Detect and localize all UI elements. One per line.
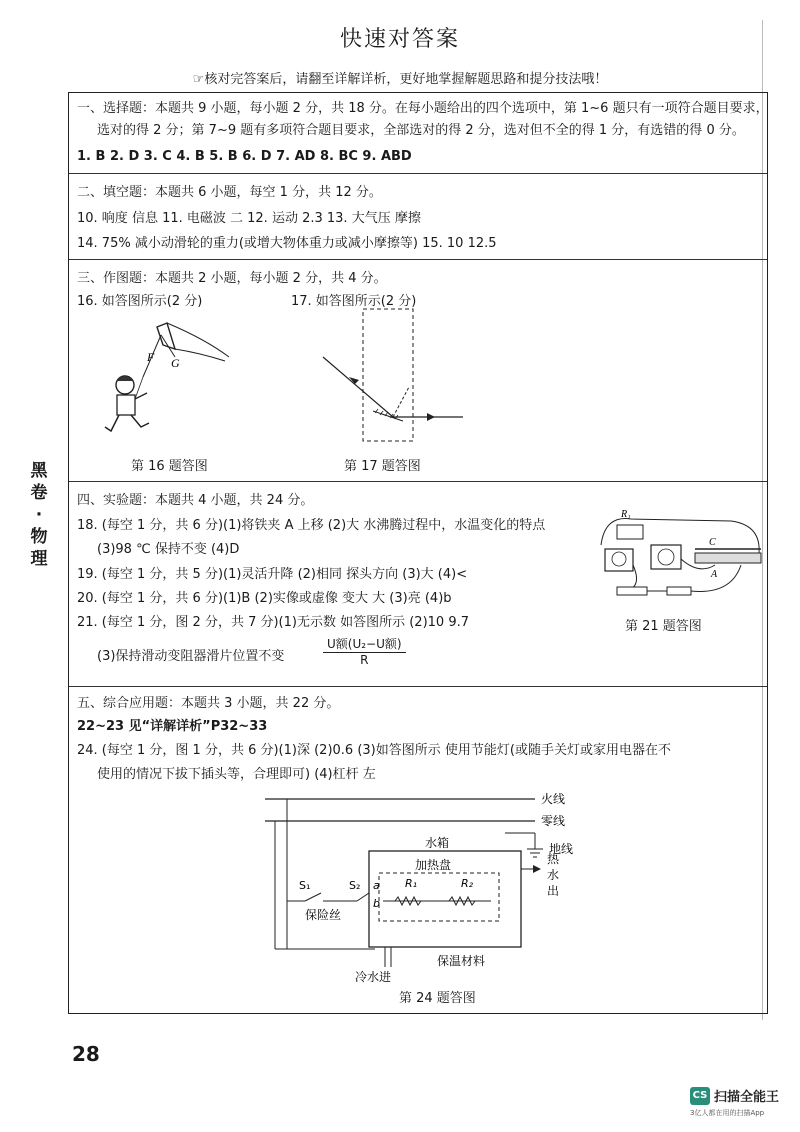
scanner-watermark — [690, 1086, 779, 1105]
tank-label: 水箱 — [425, 836, 450, 850]
q24-line2: 使用的情况下拔下插头等，合理即可) (4)杠杆 左 — [97, 767, 376, 782]
insulation-label: 保温材料 — [437, 954, 486, 968]
formula — [323, 635, 406, 667]
answer-frame — [68, 92, 768, 1014]
page-number: 28 — [72, 1042, 100, 1066]
page-title: 快速对答案 — [339, 27, 460, 52]
divider — [69, 259, 767, 260]
figure-21-circuit — [591, 505, 767, 609]
earth-wire-label: 地线 — [549, 842, 574, 856]
live-wire-label: 火线 — [541, 792, 566, 806]
figure-24-water-heater-circuit — [265, 789, 585, 989]
q19-line: 19. (每空 1 分，共 5 分)(1)灵活升降 (2)相同 探头方向 (3)大 (4)< — [77, 567, 468, 582]
side-char: 黑 — [30, 461, 48, 481]
divider — [69, 173, 767, 174]
cold-in-label: 冷水进 — [355, 970, 392, 984]
hot-out-char: 水 — [547, 868, 560, 882]
q21-line1: 21. (每空 1 分，图 2 分，共 7 分)(1)无示数 如答图所示 (2)10 9.7 — [77, 615, 469, 630]
force-g-label: G — [171, 356, 180, 370]
section1-answers: 1. B 2. D 3. C 4. B 5. B 6. D 7. AD 8. BC 9. ABD — [77, 149, 412, 164]
a-label: A — [711, 569, 718, 580]
s2-label: S₂ — [349, 879, 361, 892]
section4-heading: 四、实验题：本题共 4 小题，共 24 分。 — [77, 493, 314, 508]
hot-out-char: 出 — [547, 884, 560, 898]
brand-tagline: 3亿人都在用的扫描App — [690, 1109, 765, 1117]
q22-23-line: 22~23 见“详解详析”P32~33 — [77, 719, 268, 734]
q18-line1: 18. (每空 1 分，共 6 分)(1)将铁夹 A 上移 (2)大 水沸腾过程中，水温变化的特点 — [77, 518, 546, 533]
fuse-label: 保险丝 — [305, 908, 342, 922]
q16-label: 16. 如答图所示(2 分) — [77, 294, 203, 309]
hot-out-char: 热 — [547, 852, 560, 866]
s1-label: S₁ — [299, 879, 311, 892]
figure-24-caption: 第 24 题答图 — [399, 991, 476, 1006]
section2-line2: 14. 75% 减小动滑轮的重力(或增大物体重力或减小摩擦等) 15. 10 12.5 — [77, 236, 497, 251]
side-char: 物 — [30, 527, 48, 547]
brand-name: 扫描全能王 — [714, 1090, 780, 1105]
subtitle-text: 核对完答案后，请翻至详解详析，更好地掌握解题思路和提分技法哦！ — [204, 72, 608, 87]
point-a-label: a — [373, 879, 380, 892]
figure-21-caption: 第 21 题答图 — [625, 619, 702, 634]
force-f-label: F — [147, 350, 155, 364]
figure-16-kite — [95, 319, 235, 449]
figure-16-caption: 第 16 题答图 — [131, 459, 208, 474]
formula-denominator: R — [360, 653, 369, 667]
section1-heading2: 选对的得 2 分；第 7~9 题有多项符合题目要求，全部选对的得 2 分，选对但不全的得 1 分，有选错的得 0 分。 — [97, 123, 745, 138]
q17-label: 17. 如答图所示(2 分) — [291, 294, 417, 309]
heater-label: 加热盘 — [415, 858, 452, 872]
section2-line1: 10. 响度 信息 11. 电磁波 二 12. 运动 2.3 13. 大气压 摩擦 — [77, 211, 421, 226]
side-char: 理 — [30, 549, 48, 569]
q24-line1: 24. (每空 1 分，图 1 分，共 6 分)(1)深 (2)0.6 (3)如答图所示 使用节能灯(或随手关灯或家用电器在不 — [77, 743, 671, 758]
side-char: 卷 — [30, 483, 48, 503]
c-label: C — [709, 537, 716, 548]
q20-line: 20. (每空 1 分，共 6 分)(1)B (2)实像或虚像 变大 大 (3)亮 (4)b — [77, 591, 452, 606]
r1-resistor-label: R₁ — [405, 877, 418, 890]
divider — [69, 686, 767, 687]
section1-heading: 一、选择题：本题共 9 小题，每小题 2 分，共 18 分。在每小题给出的四个选项中，第 1~6 题只有一项符合题目要求， — [77, 101, 769, 116]
neutral-wire-label: 零线 — [541, 814, 566, 828]
divider — [69, 481, 767, 482]
page-subtitle — [0, 68, 800, 87]
pointing-hand-icon: ☞ — [192, 72, 205, 87]
side-label — [28, 460, 50, 570]
q18-line2: (3)98 ℃ 保持不变 (4)D — [97, 542, 240, 557]
q21-line2: (3)保持滑动变阻器滑片位置不变 — [97, 649, 285, 664]
section5-heading: 五、综合应用题：本题共 3 小题，共 22 分。 — [77, 696, 340, 711]
section3-heading: 三、作图题：本题共 2 小题，每小题 2 分，共 4 分。 — [77, 271, 387, 286]
section2-heading: 二、填空题：本题共 6 小题，每空 1 分，共 12 分。 — [77, 185, 382, 200]
figure-17-caption: 第 17 题答图 — [344, 459, 421, 474]
camscanner-logo-icon: CS — [690, 1087, 710, 1105]
r1-label: R₁ — [621, 509, 631, 520]
formula-numerator: U额(U₂−U额) — [323, 635, 406, 653]
side-char: · — [35, 505, 43, 525]
point-b-label: b — [373, 897, 380, 910]
r2-resistor-label: R₂ — [461, 877, 474, 890]
figure-17-refraction — [313, 307, 473, 447]
